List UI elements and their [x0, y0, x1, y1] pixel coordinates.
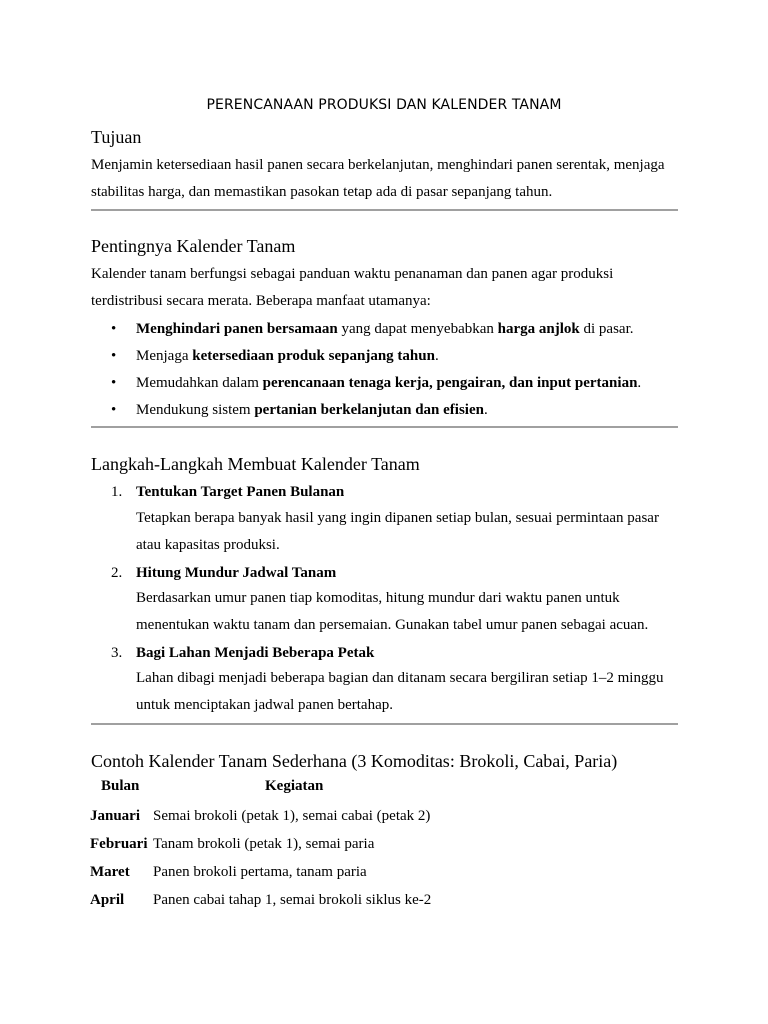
tujuan-paragraph: [91, 152, 681, 206]
heading-pentingnya: Pentingnya Kalender Tanam: [91, 236, 296, 256]
step-number: 2.: [111, 565, 123, 581]
table-cell-activity: Panen cabai tahap 1, semai brokoli siklus ke-2: [153, 892, 432, 908]
heading-tujuan: Tujuan: [91, 127, 142, 147]
step-desc-line: menentukan waktu tanam dan persemaian. Gunakan tabel umur panen sebagai acuan.: [136, 617, 649, 633]
bullet-icon: •: [111, 321, 117, 337]
heading-langkah: Langkah-Langkah Membuat Kalender Tanam: [91, 454, 420, 474]
step-desc-line: Berdasarkan umur panen tiap komoditas, hitung mundur dari waktu panen untuk: [136, 590, 620, 606]
bullet-icon: •: [111, 402, 117, 418]
table-cell-month: Januari: [90, 808, 141, 824]
table-row: [90, 836, 690, 856]
step-description: [136, 505, 681, 559]
table-row: [90, 808, 690, 828]
table-cell-activity: Semai brokoli (petak 1), semai cabai (petak 2): [153, 808, 431, 824]
document-title: PERENCANAAN PRODUKSI DAN KALENDER TANAM: [206, 97, 562, 113]
step-description: [136, 665, 681, 719]
step-number: 3.: [111, 645, 123, 661]
pentingnya-paragraph: [91, 261, 681, 315]
step-desc-line: untuk menciptakan jadwal panen bertahap.: [136, 697, 393, 713]
tujuan-line-1: Menjamin ketersediaan hasil panen secara berkelanjutan, menghindari panen serentak, menjaga: [91, 157, 665, 173]
step-description: [136, 585, 681, 639]
step-title: Bagi Lahan Menjadi Beberapa Petak: [136, 645, 375, 661]
table-header-month: Bulan: [101, 778, 140, 794]
table-cell-month: Februari: [90, 836, 148, 852]
tujuan-line-2: stabilitas harga, dan memastikan pasokan tetap ada di pasar sepanjang tahun.: [91, 184, 553, 200]
step-desc-line: atau kapasitas produksi.: [136, 537, 280, 553]
document-page: PERENCANAAN PRODUKSI DAN KALENDER TANAM Tujuan Menjamin ketersediaan hasil panen secara berkelanjutan, menghindari panen serentak, menjaga stabilitas harga, dan memastikan pasokan tetap ada di pasar sepanjang tahun. Pentingnya Kalender Tanam Kalender tanam berfungsi sebagai panduan waktu penanaman dan panen agar produksi terdistribusi secara merata. Beberapa manfaat utamanya: • Menghindari panen bersamaan yang dapat menyebabkan harga anjlok di pasar. • Menjaga ketersediaan produk sepanjang tahun. • Memudahkan dalam perencanaan tenaga kerja, pengairan, dan input pertanian. • Mendukung sistem pertanian berkelanjutan dan efisien. Langkah-Langkah Membuat Kalender Tanam 1. Tentukan Target Panen Bulanan Tetapkan berapa banyak hasil yang ingin dipanen setiap bulan, sesuai permintaan pasar atau kapasitas produksi. 2. Hitung Mundur Jadwal Tanam Berdasarkan umur panen tiap komoditas, hitung mundur dari waktu panen untuk menentukan waktu tanam dan persemaian. Gunakan tabel umur panen sebagai acuan. 3. Bagi Lahan Menjadi Beberapa Petak Lahan dibagi menjadi beberapa bagian dan ditanam secara bergiliran setiap 1–2 minggu untuk menciptakan jadwal panen bertahap. Contoh Kalender Tanam Sederhana (3 Komoditas: Brokoli, Cabai, Paria) Bulan Kegiatan Januari Semai brokoli (petak 1), semai cabai (petak 2) Februari Tanam brokoli (petak 1), semai paria Maret Panen brokoli pertama, tanam paria April Panen cabai tahap 1, semai brokoli siklus ke-2: [0, 0, 768, 1024]
step-desc-line: Tetapkan berapa banyak hasil yang ingin dipanen setiap bulan, sesuai permintaan pasar: [136, 510, 659, 526]
pentingnya-line-1: Kalender tanam berfungsi sebagai panduan waktu penanaman dan panen agar produksi: [91, 266, 614, 282]
heading-contoh: Contoh Kalender Tanam Sederhana (3 Komoditas: Brokoli, Cabai, Paria): [91, 751, 618, 771]
step-title: Hitung Mundur Jadwal Tanam: [136, 565, 337, 581]
step-desc-line: Lahan dibagi menjadi beberapa bagian dan ditanam secara bergiliran setiap 1–2 minggu: [136, 670, 664, 686]
section-divider: [91, 723, 678, 725]
step-number: 1.: [111, 484, 123, 500]
table-cell-activity: Panen brokoli pertama, tanam paria: [153, 864, 367, 880]
bullet-icon: •: [111, 348, 117, 364]
table-cell-activity: Tanam brokoli (petak 1), semai paria: [153, 836, 375, 852]
section-divider: [91, 209, 678, 211]
table-header-activity: Kegiatan: [265, 778, 324, 794]
section-divider: [91, 426, 678, 428]
table-row: [90, 864, 690, 884]
step-title: Tentukan Target Panen Bulanan: [136, 484, 345, 500]
table-row: [90, 892, 690, 912]
table-cell-month: April: [90, 892, 125, 908]
bullet-icon: •: [111, 375, 117, 391]
table-cell-month: Maret: [90, 864, 130, 880]
pentingnya-line-2: terdistribusi secara merata. Beberapa manfaat utamanya:: [91, 293, 431, 309]
